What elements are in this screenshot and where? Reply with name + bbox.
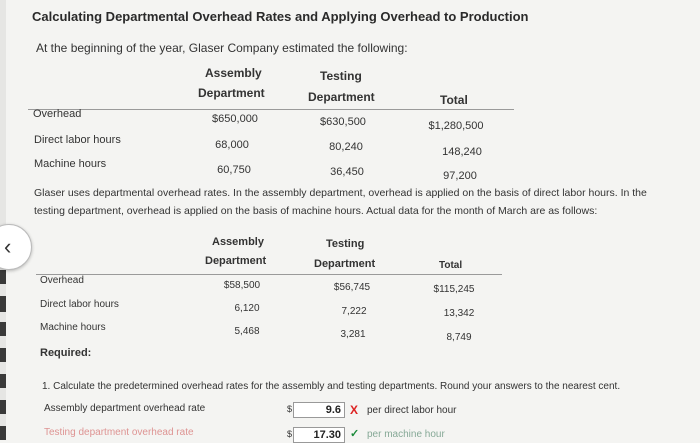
t1-cell: $1,280,500 [428, 120, 484, 132]
t1-cell: 80,240 [329, 141, 363, 153]
testing-rate-input[interactable]: 17.30 [293, 427, 345, 443]
page-title: Calculating Departmental Overhead Rates and Applying Overhead to Production [32, 9, 529, 24]
required-heading: Required: [40, 347, 92, 359]
t2-cell: 6,120 [234, 303, 260, 314]
t2-cell: $56,745 [333, 282, 371, 293]
t2-header-assembly-2: Department [205, 255, 267, 267]
t2-cell: 7,222 [341, 306, 367, 317]
testing-rate-label: Testing department overhead rate [44, 427, 194, 438]
question-1: 1. Calculate the predetermined overhead rates for the assembly and testing departments. Round your answers to the nearest cent. [42, 381, 621, 392]
t1-header-total: Total [440, 93, 468, 107]
t2-cell: 5,468 [234, 326, 260, 337]
t2-cell: 8,749 [446, 332, 472, 343]
incorrect-icon: X [350, 403, 359, 417]
assembly-rate-unit: per direct labor hour [367, 405, 457, 416]
intro-text: At the beginning of the year, Glaser Company estimated the following: [36, 41, 408, 55]
t2-header-rule [36, 274, 502, 275]
sidebar-marker-5 [0, 374, 6, 388]
t2-cell: $58,500 [223, 280, 261, 291]
sidebar-marker-7 [0, 426, 6, 440]
t2-cell: 3,281 [340, 329, 366, 340]
sidebar-marker-4 [0, 348, 6, 362]
t1-header-rule [28, 109, 514, 110]
t1-header-testing-1: Testing [320, 69, 362, 83]
description-line-1: Glaser uses departmental overhead rates. In the assembly department, overhead is applied on the basis of direct labor hours. In the [34, 187, 647, 199]
t1-row-label: Overhead [33, 108, 82, 120]
description-line-2: testing department, overhead is applied on the basis of machine hours. Actual data for the month of March are as follows: [34, 205, 598, 217]
t1-row-label: Direct labor hours [34, 134, 121, 146]
t2-row-label: Overhead [40, 275, 84, 286]
sidebar-marker-3 [0, 322, 6, 336]
chevron-left-icon: ‹ [4, 234, 12, 259]
assembly-rate-input[interactable]: 9.6 [293, 402, 345, 418]
previous-button[interactable] [0, 224, 32, 270]
t2-row-label: Direct labor hours [40, 299, 119, 310]
t1-cell: 36,450 [330, 166, 364, 178]
t2-cell: $115,245 [433, 284, 475, 295]
t1-header-assembly-1: Assembly [205, 66, 262, 80]
t1-cell: 97,200 [443, 170, 477, 182]
t1-cell: 68,000 [215, 139, 249, 151]
t2-row-label: Machine hours [40, 322, 106, 333]
t1-cell: 148,240 [442, 146, 482, 158]
t2-header-assembly-1: Assembly [212, 236, 264, 248]
correct-icon: ✓ [350, 428, 360, 440]
t2-cell: 13,342 [443, 308, 475, 319]
t1-header-assembly-2: Department [198, 86, 265, 100]
t1-header-testing-2: Department [308, 90, 375, 104]
sidebar-marker-6 [0, 400, 6, 414]
testing-rate-unit: per machine hour [367, 429, 445, 440]
sidebar-marker-1 [0, 270, 6, 284]
currency-symbol: $ [287, 429, 293, 439]
t1-row-label: Machine hours [34, 158, 107, 170]
currency-symbol: $ [287, 404, 293, 414]
assembly-rate-label: Assembly department overhead rate [44, 403, 206, 414]
sidebar-marker-2 [0, 296, 6, 312]
t2-header-total: Total [439, 260, 463, 271]
t1-cell: $630,500 [320, 116, 366, 128]
t1-cell: $650,000 [212, 113, 258, 125]
t2-header-testing-2: Department [314, 258, 376, 270]
t2-header-testing-1: Testing [326, 238, 365, 250]
t1-cell: 60,750 [217, 164, 251, 176]
